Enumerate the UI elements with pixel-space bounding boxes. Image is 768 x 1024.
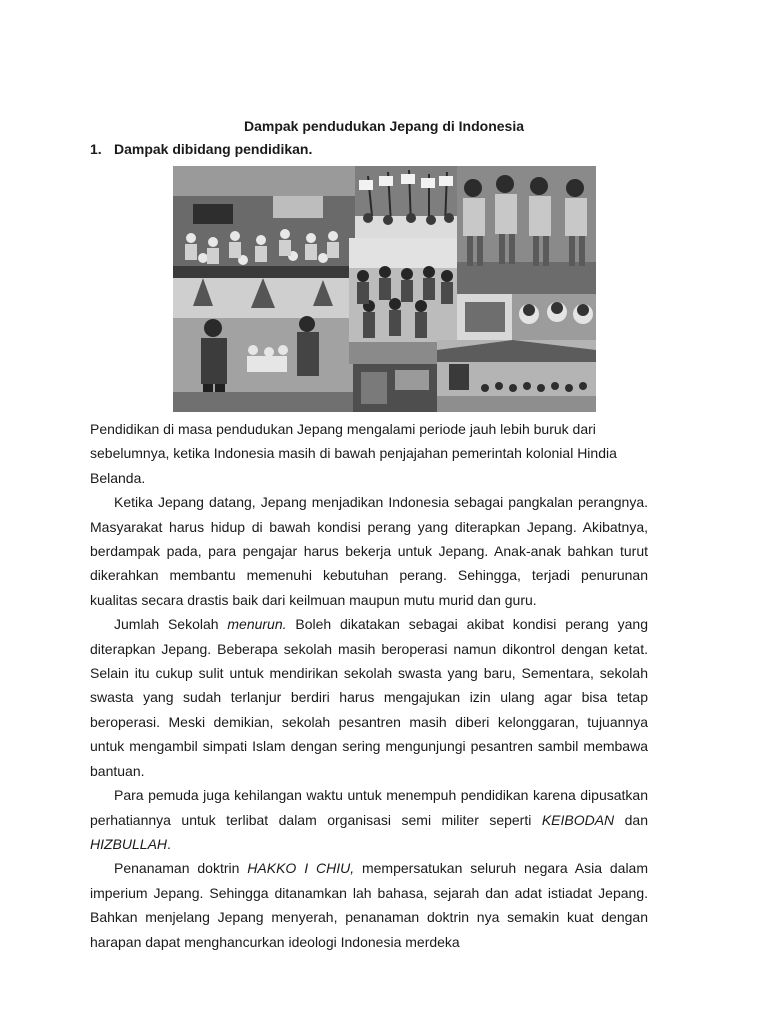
text-span: . (167, 835, 171, 852)
text-span: mempersatukan seluruh negara Asia dalam imperium Jepang. Sehingga ditanamkan lah bahasa, sejarah dan adat istiadat Jepang. Bahkan menjelang Jepang menyerah, penanaman doktrin nya semakin kuat dengan harapan dapat menghancurkan ideologi Indonesia merdeka (90, 860, 648, 950)
children-photo (457, 166, 596, 294)
women-marching-photo (173, 278, 353, 412)
paragraph-jumlah-sekolah (90, 612, 648, 783)
emphasis-hakko-i-chiu: HAKKO I CHIU, (247, 860, 355, 877)
section-heading (90, 140, 312, 158)
schoolhouse-photo (437, 340, 596, 412)
text-span: Jumlah Sekolah (114, 616, 228, 633)
text-span: Penanaman doktrin (114, 860, 248, 877)
body-text (90, 417, 648, 954)
text-span: Boleh dikatakan sebagai akibat kondisi perang yang diterapkan Jepang. Beberapa sekolah masih beroperasi namun dikontrol dengan ketat. Selain itu cukup sulit untuk mendirikan sekolah swasta yang baru, Sementara, sekolah swasta yang sudah terlanjur berdiri harus mengajukan izin ulang agar bisa tetap beroperasi. Meski demikian, sekolah pesantren masih diberi kelonggaran, tujuannya untuk mengambil simpati Islam dengan sering mengunjungi pesantren sambil membawa bantuan. (90, 616, 648, 779)
classroom-photo (173, 166, 355, 278)
photo-collage-icon (173, 166, 596, 412)
flag-parade-photo (355, 166, 457, 238)
emphasis-keibodan: KEIBODAN (541, 811, 615, 828)
section-heading-text: Dampak dibidang pendidikan. (114, 141, 313, 157)
text-span: Para pemuda juga kehilangan waktu untuk menempuh pendidikan karena dipusatkan perhatiannya untuk terlibat dalam organisasi semi militer seperti (90, 787, 648, 828)
paragraph-pangkalan-perang: Ketika Jepang datang, Jepang menjadikan Indonesia sebagai pangkalan perangnya. Masyarakat harus hidup di bawah kondisi perang yang diterapkan Jepang. Akibatnya, berdampak pada, para pengajar harus bekerja untuk Jepang. Anak-anak bahkan turut dikerahkan membantu memenuhi kebutuhan perang. Sehingga, terjadi penurunan kualitas secara drastis baik dari keilmuan maupun mutu murid dan guru. (90, 494, 648, 608)
photo-collage (173, 166, 596, 412)
section-number: 1. (90, 141, 102, 157)
paragraph-intro: Pendidikan di masa pendudukan Jepang mengalami periode jauh lebih buruk dari sebelumnya, ketika Indonesia masih di bawah penjajahan pemerintah kolonial Hindia Belanda. (90, 421, 617, 486)
paragraph-hakko-ichiu (90, 856, 648, 954)
emphasis-hizbullah: HIZBULLAH (90, 835, 168, 852)
text-span: dan (614, 811, 648, 828)
street-photo (353, 364, 437, 412)
emphasis-menurun: menurun. (227, 616, 287, 633)
paragraph-pemuda (90, 783, 648, 856)
building-photo (457, 294, 596, 340)
document-title: Dampak pendudukan Jepang di Indonesia (243, 118, 525, 134)
